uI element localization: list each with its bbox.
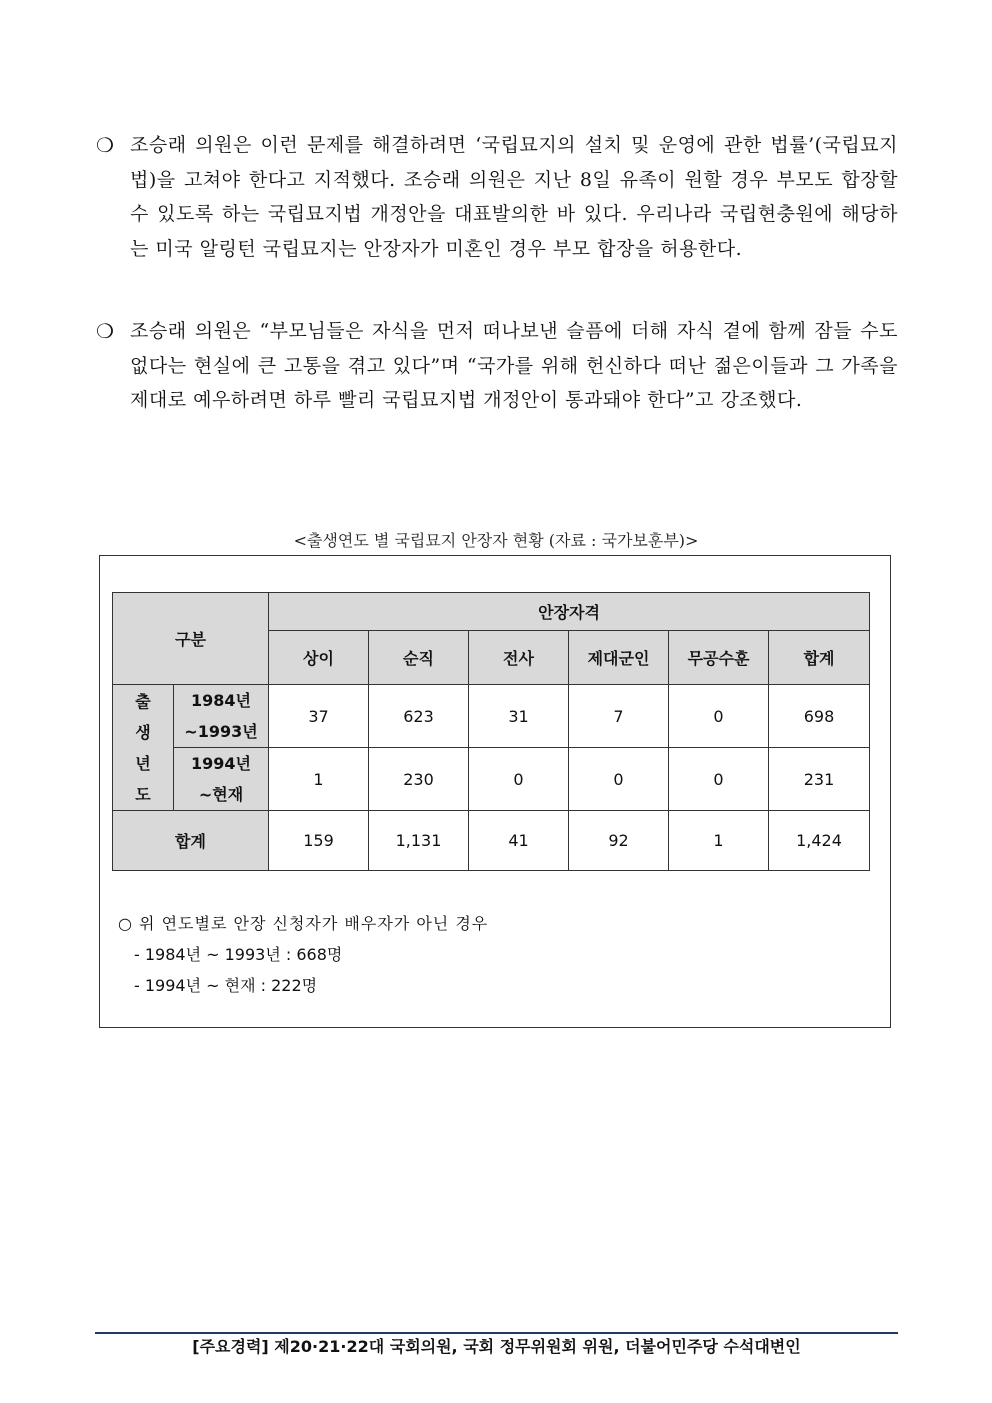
total-row: [113, 811, 870, 871]
row-group-char: 년: [135, 753, 151, 773]
table-cell: 1: [269, 748, 369, 811]
column-header: 전사: [469, 631, 569, 685]
total-label: 합계: [113, 811, 269, 871]
table-cell: 0: [569, 748, 669, 811]
paragraph-1: [96, 128, 898, 266]
group-header: 안장자격: [269, 593, 870, 631]
column-header: 상이: [269, 631, 369, 685]
table-cell: 0: [469, 748, 569, 811]
table-caption: <출생연도 별 국립묘지 안장자 현황 (자료 : 국가보훈부)>: [293, 531, 699, 550]
total-cell: 41: [469, 811, 569, 871]
note-heading: ○ 위 연도별로 안장 신청자가 배우자가 아닌 경우: [118, 914, 489, 933]
row-label: [174, 748, 269, 811]
bullet-icon: ❍: [96, 319, 115, 343]
note-line: - 1994년 ~ 현재 : 222명: [134, 976, 318, 995]
corner-header: 구분: [113, 593, 269, 685]
table-cell: 698: [769, 685, 870, 748]
table-cell: 0: [669, 748, 769, 811]
row-group-char: 생: [135, 722, 151, 742]
table-cell: 31: [469, 685, 569, 748]
table-box: [99, 555, 891, 1028]
total-cell: 1: [669, 811, 769, 871]
table-row: [113, 748, 870, 811]
table-cell: 37: [269, 685, 369, 748]
total-cell: 159: [269, 811, 369, 871]
note-line: - 1984년 ~ 1993년 : 668명: [134, 945, 343, 964]
column-header: 순직: [369, 631, 469, 685]
row-label-line1: 1994년: [191, 754, 251, 773]
row-group-char: 출: [135, 691, 151, 711]
total-cell: 1,424: [769, 811, 870, 871]
total-cell: 1,131: [369, 811, 469, 871]
table-cell: 0: [669, 685, 769, 748]
burial-stats-table: [112, 592, 870, 871]
footer-career: [주요경력] 제20·21·22대 국회의원, 국회 정무위원회 위원, 더불어민주당 수석대변인: [192, 1337, 801, 1356]
row-label-line2: ~현재: [198, 785, 244, 804]
table-cell: 231: [769, 748, 870, 811]
paragraph-2-text: 조승래 의원은 “부모님들은 자식을 먼저 떠나보낸 슬픔에 더해 자식 곁에 함께 잠들 수도 없다는 현실에 큰 고통을 겪고 있다”며 “국가를 위해 헌신하다 떠난 젊은이들과 그 가족을 제대로 예우하려면 하루 빨리 국립묘지법 개정안이 통과돼야 한다”고 강조했다.: [130, 320, 898, 411]
total-cell: 92: [569, 811, 669, 871]
column-header: 합계: [769, 631, 870, 685]
bullet-icon: ❍: [96, 133, 115, 157]
table-cell: 230: [369, 748, 469, 811]
row-label: [174, 685, 269, 748]
paragraph-2: [96, 314, 898, 418]
row-group-char: 도: [135, 784, 151, 804]
column-header: 무공수훈: [669, 631, 769, 685]
paragraph-1-text: 조승래 의원은 이런 문제를 해결하려면 ‘국립묘지의 설치 및 운영에 관한 법률’(국립묘지법)을 고쳐야 한다고 지적했다. 조승래 의원은 지난 8일 유족이 원할 경우 부모도 합장할 수 있도록 하는 국립묘지법 개정안을 대표발의한 바 있다. 우리나라 국립현충원에 해당하는 미국 알링턴 국립묘지는 안장자가 미혼인 경우 부모 합장을 허용한다.: [130, 134, 898, 260]
row-group-label: [113, 685, 174, 811]
notes: [118, 908, 488, 1001]
row-label-line2: ~1993년: [184, 722, 258, 741]
table-cell: 7: [569, 685, 669, 748]
row-label-line1: 1984년: [191, 691, 251, 710]
table-row: [113, 685, 870, 748]
table-cell: 623: [369, 685, 469, 748]
column-header: 제대군인: [569, 631, 669, 685]
